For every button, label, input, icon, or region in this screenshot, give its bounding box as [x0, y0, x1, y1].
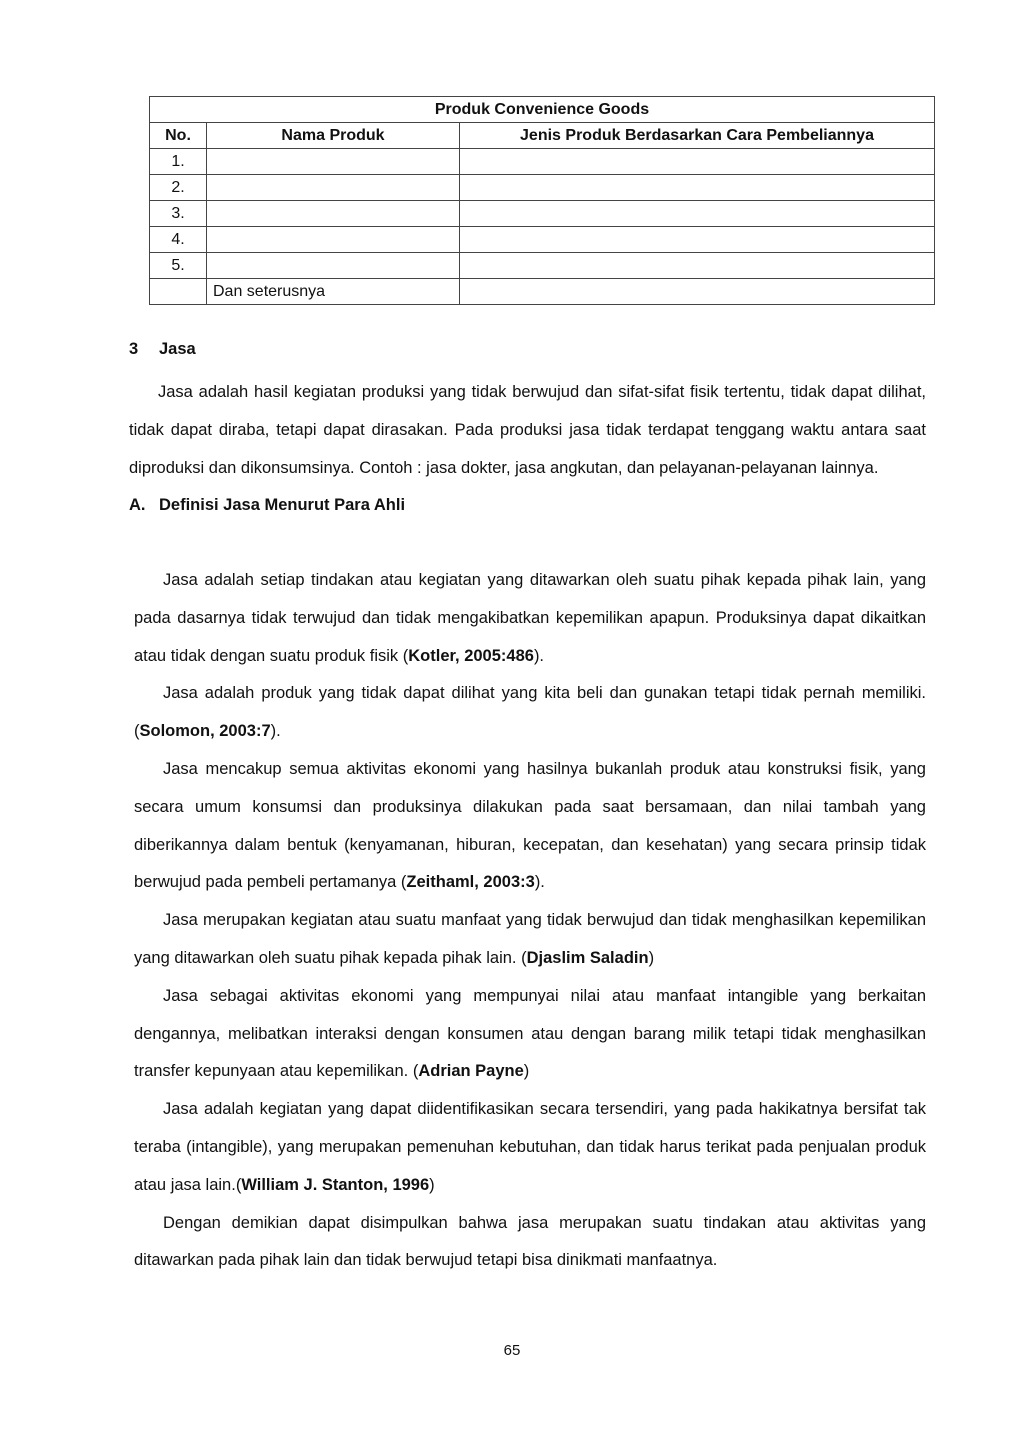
table-cell: [207, 201, 460, 227]
section-number: 3: [129, 340, 139, 358]
definition-text: Jasa sebagai aktivitas ekonomi yang mempunyai nilai atau manfaat intangible yang berkaitan dengannya, melibatkan interaksi dengan konsumen atau dengan barang milik tetapi tidak menghasilkan transfer kepunyaan atau kepemilikan. (: [134, 986, 926, 1081]
table-cell: [460, 201, 935, 227]
table-cell: [460, 175, 935, 201]
table-cell: [460, 253, 935, 279]
definition-text: Jasa adalah kegiatan yang dapat diidentifikasikan secara tersendiri, yang pada hakikatnya bersifat tak teraba (intangible), yang merupakan pemenuhan kebutuhan, dan tidak harus terikat pada penjualan produk atau jasa lain.(: [134, 1100, 926, 1194]
table-row: [150, 175, 935, 201]
definition-after: ): [648, 948, 655, 967]
definition-text: Jasa adalah produk yang tidak dapat dilihat yang kita beli dan gunakan tetapi tidak pernah memiliki. (: [134, 684, 926, 741]
definition-after: ).: [533, 646, 545, 665]
definition-paragraph: [134, 751, 926, 902]
definition-source: Djaslim Saladin: [526, 948, 649, 967]
table-cell: [460, 279, 935, 305]
definition-paragraph: [134, 562, 926, 675]
conclusion-paragraph: Dengan demikian dapat disimpulkan bahwa jasa merupakan suatu tindakan atau aktivitas yang ditawarkan pada pihak lain dan tidak berwujud tetapi bisa dinikmati manfaatnya.: [134, 1213, 926, 1270]
table-cell: 4.: [150, 227, 207, 253]
table-cell: [207, 227, 460, 253]
definition-paragraph: [134, 1091, 926, 1204]
table-cell: [207, 149, 460, 175]
subsection-heading: [129, 487, 926, 525]
definition-text: Jasa merupakan kegiatan atau suatu manfaat yang tidak berwujud dan tidak menghasilkan kepemilikan yang ditawarkan oleh suatu pihak kepada pihak lain. (: [134, 911, 926, 967]
definition-after: ): [523, 1062, 530, 1081]
page-number: 65: [503, 1342, 521, 1359]
table-title-row: [150, 97, 935, 123]
definition-source: William J. Stanton, 1996: [241, 1175, 430, 1194]
definition-source: Kotler, 2005:486: [408, 646, 534, 665]
table-cell: 2.: [150, 175, 207, 201]
table-title: Produk Convenience Goods: [150, 97, 935, 123]
subsection-title: Definisi Jasa Menurut Para Ahli: [159, 496, 406, 515]
column-header-no: No.: [150, 123, 207, 149]
subsection-label: A.: [129, 496, 146, 515]
table-cell: Dan seterusnya: [207, 279, 460, 305]
definition-after: ): [429, 1175, 435, 1194]
table-cell: [207, 175, 460, 201]
convenience-goods-table: [149, 96, 935, 305]
table-cell: [460, 149, 935, 175]
table-row: [150, 253, 935, 279]
definition-text: Jasa mencakup semua aktivitas ekonomi yang hasilnya bukanlah produk atau konstruksi fisik, yang secara umum konsumsi dan produksinya dilakukan pada saat bersamaan, dan nilai tambah yang diberikannya dalam bentuk (kenyamanan, hiburan, kecepatan, dan kesehatan) yang secara prinsip tidak berwujud pada pembeli pertamanya (: [134, 759, 926, 892]
table-row: [150, 201, 935, 227]
table-cell: [207, 253, 460, 279]
definition-source: Solomon, 2003:7: [139, 722, 271, 741]
table-cell: 1.: [150, 149, 207, 175]
table-row: [150, 279, 935, 305]
column-header-nama-produk: Nama Produk: [207, 123, 460, 149]
table-cell: [460, 227, 935, 253]
section-intro-block: [129, 374, 926, 525]
definition-paragraph: [134, 902, 926, 978]
definition-after: ).: [534, 873, 545, 892]
table-header-row: [150, 123, 935, 149]
definitions-block: [134, 562, 926, 1280]
section-heading: [129, 340, 196, 359]
table-cell: 3.: [150, 201, 207, 227]
definition-text: Jasa adalah setiap tindakan atau kegiatan yang ditawarkan oleh suatu pihak kepada pihak lain, yang pada dasarnya tidak terwujud dan tidak mengakibatkan kepemilikan apapun. Produksinya dapat dikaitkan atau tidak dengan suatu produk fisik (: [134, 571, 926, 665]
table-cell: [150, 279, 207, 305]
section-title: Jasa: [159, 340, 196, 358]
definition-paragraph: [134, 978, 926, 1091]
table-row: [150, 149, 935, 175]
definition-source: Adrian Payne: [418, 1062, 524, 1081]
definition-paragraph: [134, 675, 926, 751]
section-intro: Jasa adalah hasil kegiatan produksi yang tidak berwujud dan sifat-sifat fisik tertentu, tidak dapat dilihat, tidak dapat diraba, tetapi dapat dirasakan. Pada produksi jasa tidak terdapat tenggang waktu antara saat diproduksi dan dikonsumsinya. Contoh : jasa dokter, jasa angkutan, dan pelayanan-pelayanan lainnya.: [129, 383, 926, 477]
definition-after: ).: [270, 722, 281, 741]
table-cell: 5.: [150, 253, 207, 279]
definition-source: Zeithaml, 2003:3: [406, 873, 535, 892]
column-header-jenis-produk: Jenis Produk Berdasarkan Cara Pembeliannya: [460, 123, 935, 149]
table-row: [150, 227, 935, 253]
